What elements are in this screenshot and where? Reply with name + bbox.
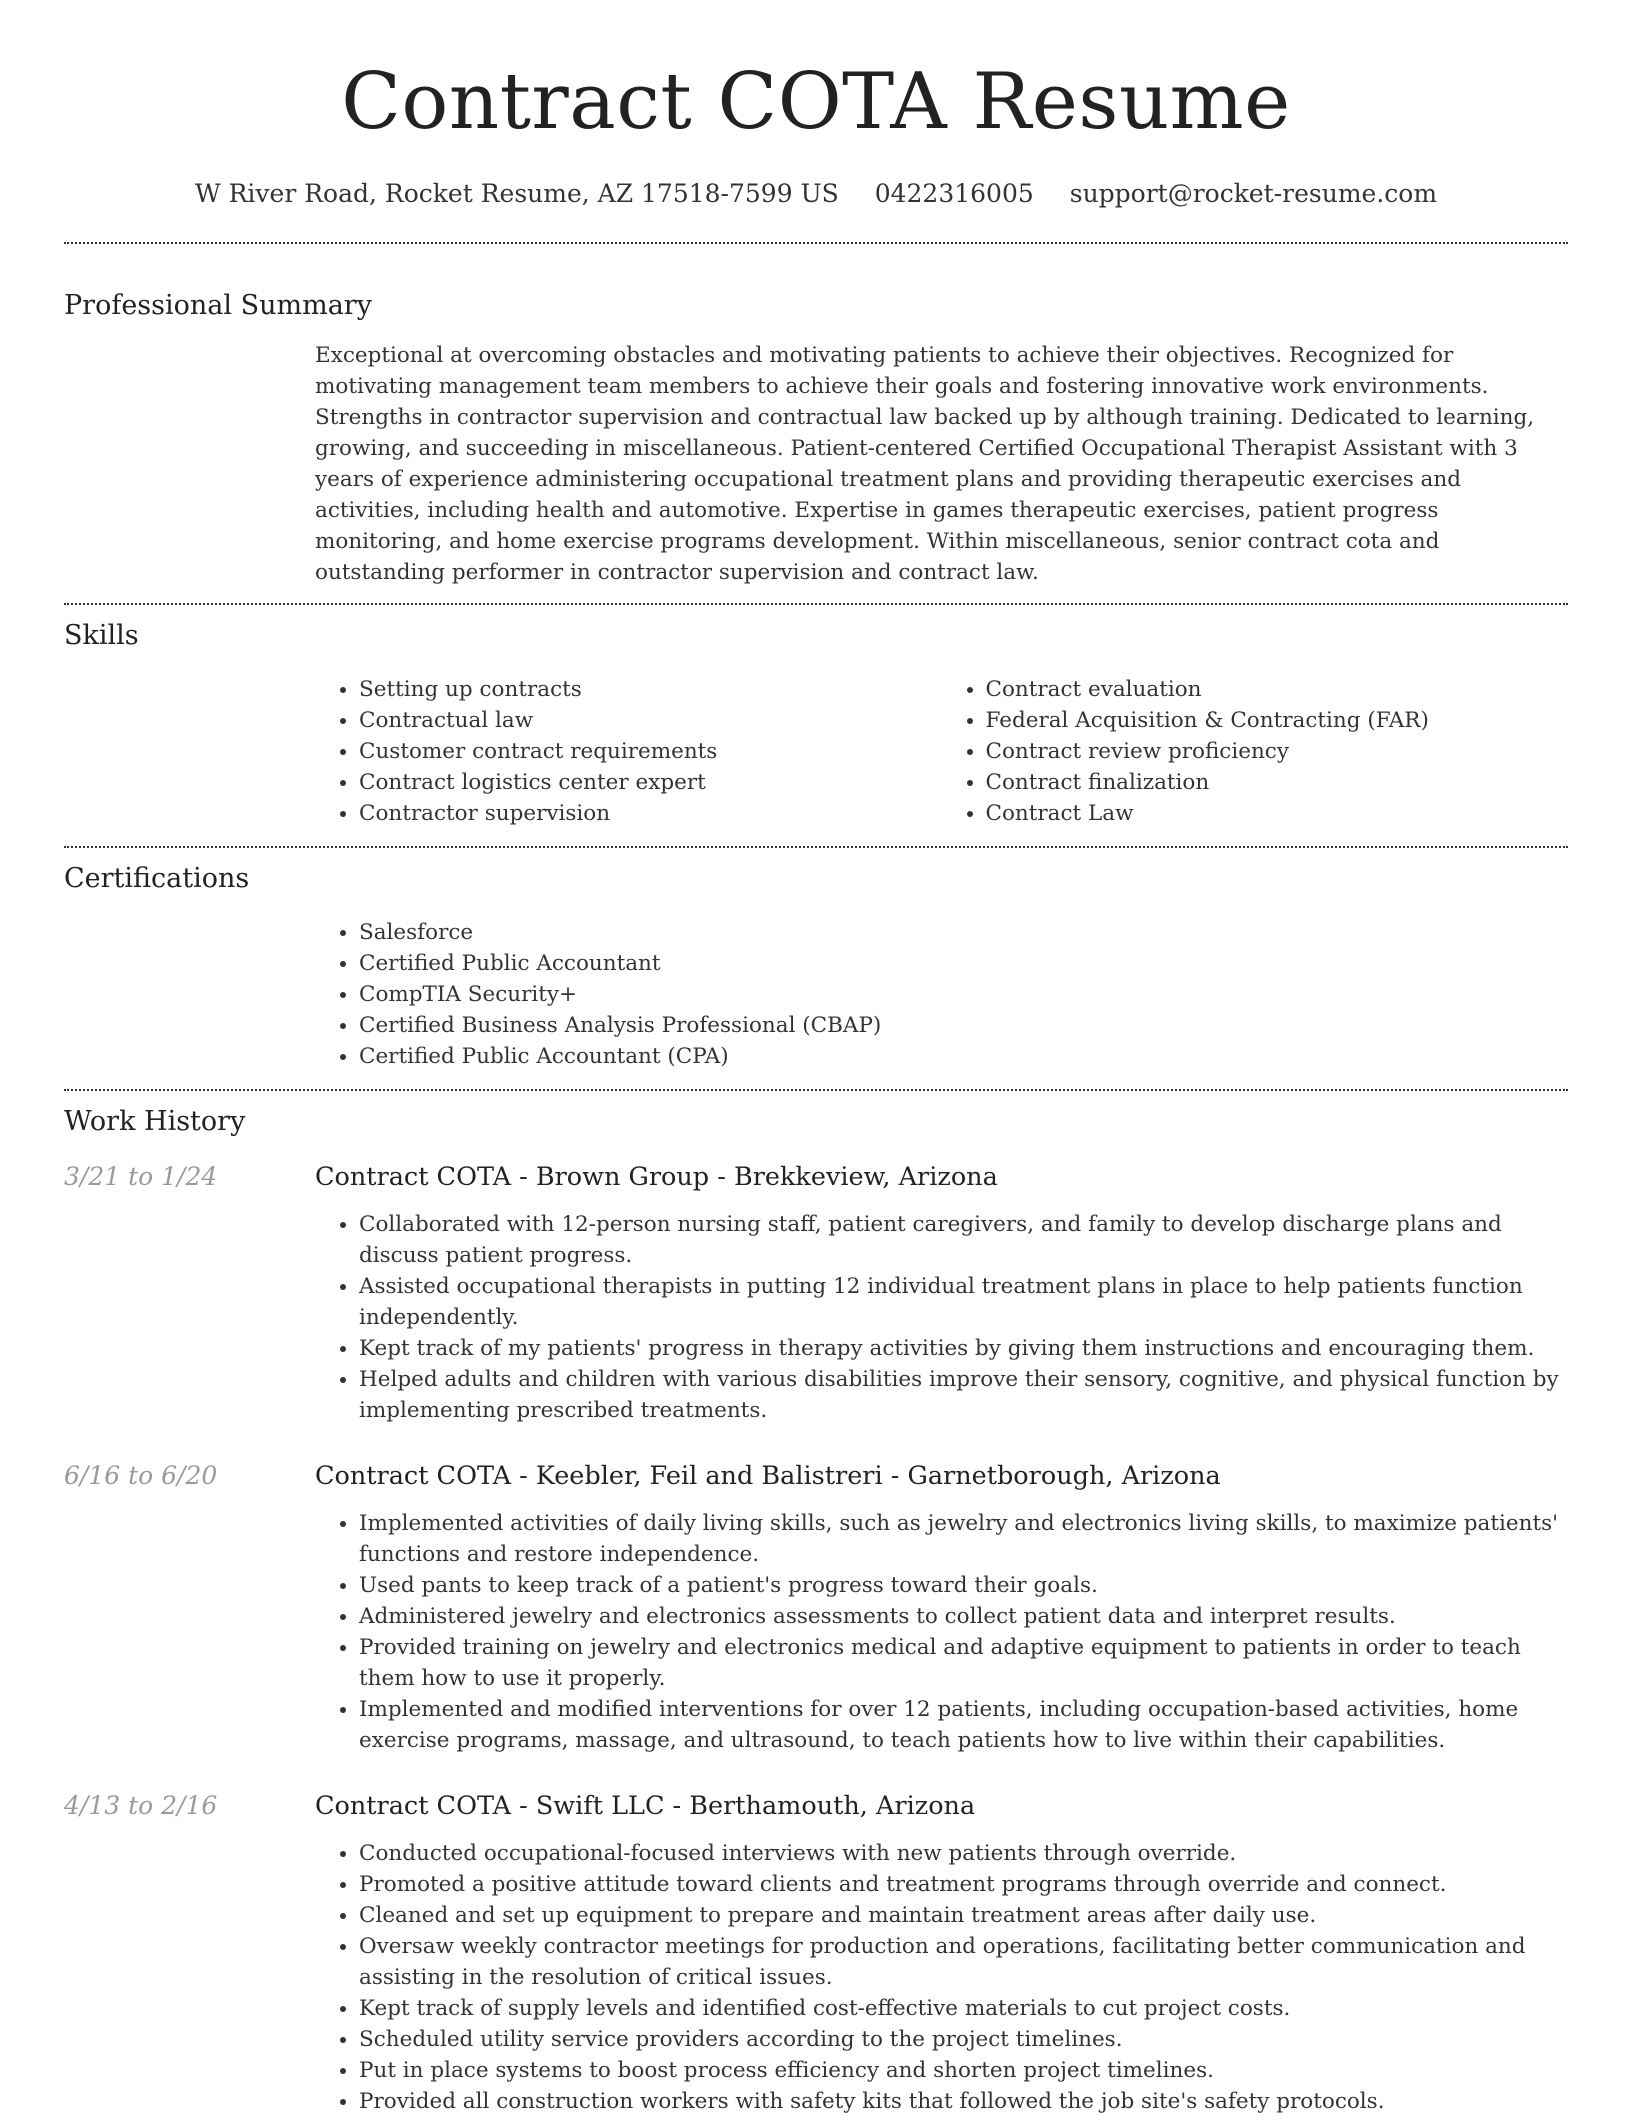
certification-item: • Certified Public Accountant bbox=[359, 948, 1568, 979]
job-bullet: • Administered jewelry and electronics assessments to collect patient data and interpret results. bbox=[359, 1601, 1568, 1632]
job-entry bbox=[64, 1459, 1568, 1756]
skill-item: • Contract logistics center expert bbox=[359, 767, 942, 798]
job-dates: 6/16 to 6/20 bbox=[64, 1461, 218, 1490]
skill-item: • Contract review proficiency bbox=[986, 736, 1569, 767]
skill-item: • Contractual law bbox=[359, 705, 942, 736]
job-bullet: • Helped adults and children with various disabilities improve their sensory, cognitive, and physical function by implementing prescribed treatments. bbox=[359, 1364, 1568, 1426]
skills-section bbox=[64, 618, 1568, 829]
certification-item: • Certified Business Analysis Professional (CBAP) bbox=[359, 1010, 1568, 1041]
skills-list-left bbox=[315, 674, 942, 829]
job-details bbox=[315, 1459, 1568, 1756]
certification-item: • Certified Public Accountant (CPA) bbox=[359, 1041, 1568, 1072]
certifications-body bbox=[315, 917, 1568, 1072]
skill-item: • Contract Law bbox=[986, 798, 1569, 829]
skill-item: • Contract finalization bbox=[986, 767, 1569, 798]
job-dates: 3/21 to 1/24 bbox=[64, 1162, 218, 1191]
contact-line bbox=[64, 178, 1568, 210]
job-bullet: • Collaborated with 12-person nursing staff, patient caregivers, and family to develop discharge plans and discuss patient progress. bbox=[359, 1209, 1568, 1271]
job-title: Contract COTA - Brown Group - Brekkeview, Arizona bbox=[315, 1162, 998, 1192]
job-entry bbox=[64, 1789, 1568, 2117]
job-bullet: • Promoted a positive attitude toward clients and treatment programs through override and connect. bbox=[359, 1869, 1568, 1900]
job-bullets bbox=[315, 1508, 1568, 1756]
job-bullet: • Kept track of supply levels and identified cost-effective materials to cut project costs. bbox=[359, 1993, 1568, 2024]
job-bullet: • Oversaw weekly contractor meetings for production and operations, facilitating better communication and assisting in the resolution of critical issues. bbox=[359, 1931, 1568, 1993]
job-bullets bbox=[315, 1209, 1568, 1426]
job-bullet: • Implemented and modified interventions for over 12 patients, including occupation-based activities, home exercise programs, massage, and ultrasound, to teach patients how to live within their capabilities. bbox=[359, 1694, 1568, 1756]
job-bullets bbox=[315, 1838, 1568, 2117]
job-bullet: • Provided all construction workers with safety kits that followed the job site's safety protocols. bbox=[359, 2086, 1568, 2117]
divider bbox=[64, 242, 1568, 244]
job-title: Contract COTA - Swift LLC - Berthamouth, Arizona bbox=[315, 1791, 976, 1821]
job-bullet: • Kept track of my patients' progress in therapy activities by giving them instructions and encouraging them. bbox=[359, 1333, 1568, 1364]
certifications-list bbox=[315, 917, 1568, 1072]
section-heading-skills: Skills bbox=[64, 620, 139, 651]
phone-text: 0422316005 bbox=[874, 179, 1034, 208]
certification-item: • CompTIA Security+ bbox=[359, 979, 1568, 1010]
summary-section bbox=[64, 288, 1568, 588]
resume-title: Contract COTA Resume bbox=[341, 57, 1291, 147]
job-details bbox=[315, 1160, 1568, 1426]
job-bullet: • Implemented activities of daily living skills, such as jewelry and electronics living skills, to maximize patients' functions and restore independence. bbox=[359, 1508, 1568, 1570]
job-bullet: • Cleaned and set up equipment to prepare and maintain treatment areas after daily use. bbox=[359, 1900, 1568, 1931]
certification-item: • Salesforce bbox=[359, 917, 1568, 948]
job-bullet: • Conducted occupational-focused interviews with new patients through override. bbox=[359, 1838, 1568, 1869]
skill-item: • Customer contract requirements bbox=[359, 736, 942, 767]
email-text: support@rocket-resume.com bbox=[1069, 179, 1438, 208]
divider bbox=[64, 1089, 1568, 1091]
job-bullet: • Put in place systems to boost process efficiency and shorten project timelines. bbox=[359, 2055, 1568, 2086]
summary-text: Exceptional at overcoming obstacles and motivating patients to achieve their objectives. Recognized for motivating management team members to achieve their goals and fostering innovative work environments. Strengths in contractor supervision and contractual law backed up by although training. Dedicated to learning, growing, and succeeding in miscellaneous. Patient-centered Certified Occupational Therapist Assistant with 3 years of experience administering occupational treatment plans and providing therapeutic exercises and activities, including health and automotive. Expertise in games therapeutic exercises, patient progress monitoring, and home exercise programs development. Within miscellaneous, senior contract cota and outstanding performer in contractor supervision and contract law. bbox=[315, 343, 1535, 585]
job-bullet: • Assisted occupational therapists in putting 12 individual treatment plans in place to help patients function independently. bbox=[359, 1271, 1568, 1333]
work-history-section bbox=[64, 1104, 1568, 2117]
skill-item: • Contractor supervision bbox=[359, 798, 942, 829]
job-title: Contract COTA - Keebler, Feil and Balistreri - Garnetborough, Arizona bbox=[315, 1461, 1221, 1491]
skills-grid bbox=[315, 674, 1568, 829]
job-dates: 4/13 to 2/16 bbox=[64, 1791, 218, 1820]
job-details bbox=[315, 1789, 1568, 2117]
skills-list-right bbox=[942, 674, 1569, 829]
address-text: W River Road, Rocket Resume, AZ 17518-7599 US bbox=[194, 179, 839, 208]
skill-item: • Contract evaluation bbox=[986, 674, 1569, 705]
divider bbox=[64, 846, 1568, 848]
section-heading-summary: Professional Summary bbox=[64, 290, 372, 321]
skill-item: • Setting up contracts bbox=[359, 674, 942, 705]
job-bullet: • Provided training on jewelry and electronics medical and adaptive equipment to patients in order to teach them how to use it properly. bbox=[359, 1632, 1568, 1694]
section-heading-certifications: Certifications bbox=[64, 863, 250, 894]
job-entry bbox=[64, 1160, 1568, 1426]
job-bullet: • Scheduled utility service providers according to the project timelines. bbox=[359, 2024, 1568, 2055]
skill-item: • Federal Acquisition & Contracting (FAR) bbox=[986, 705, 1569, 736]
divider bbox=[64, 603, 1568, 605]
job-bullet: • Used pants to keep track of a patient's progress toward their goals. bbox=[359, 1570, 1568, 1601]
section-heading-work-history: Work History bbox=[64, 1106, 246, 1137]
certifications-section bbox=[64, 861, 1568, 1072]
